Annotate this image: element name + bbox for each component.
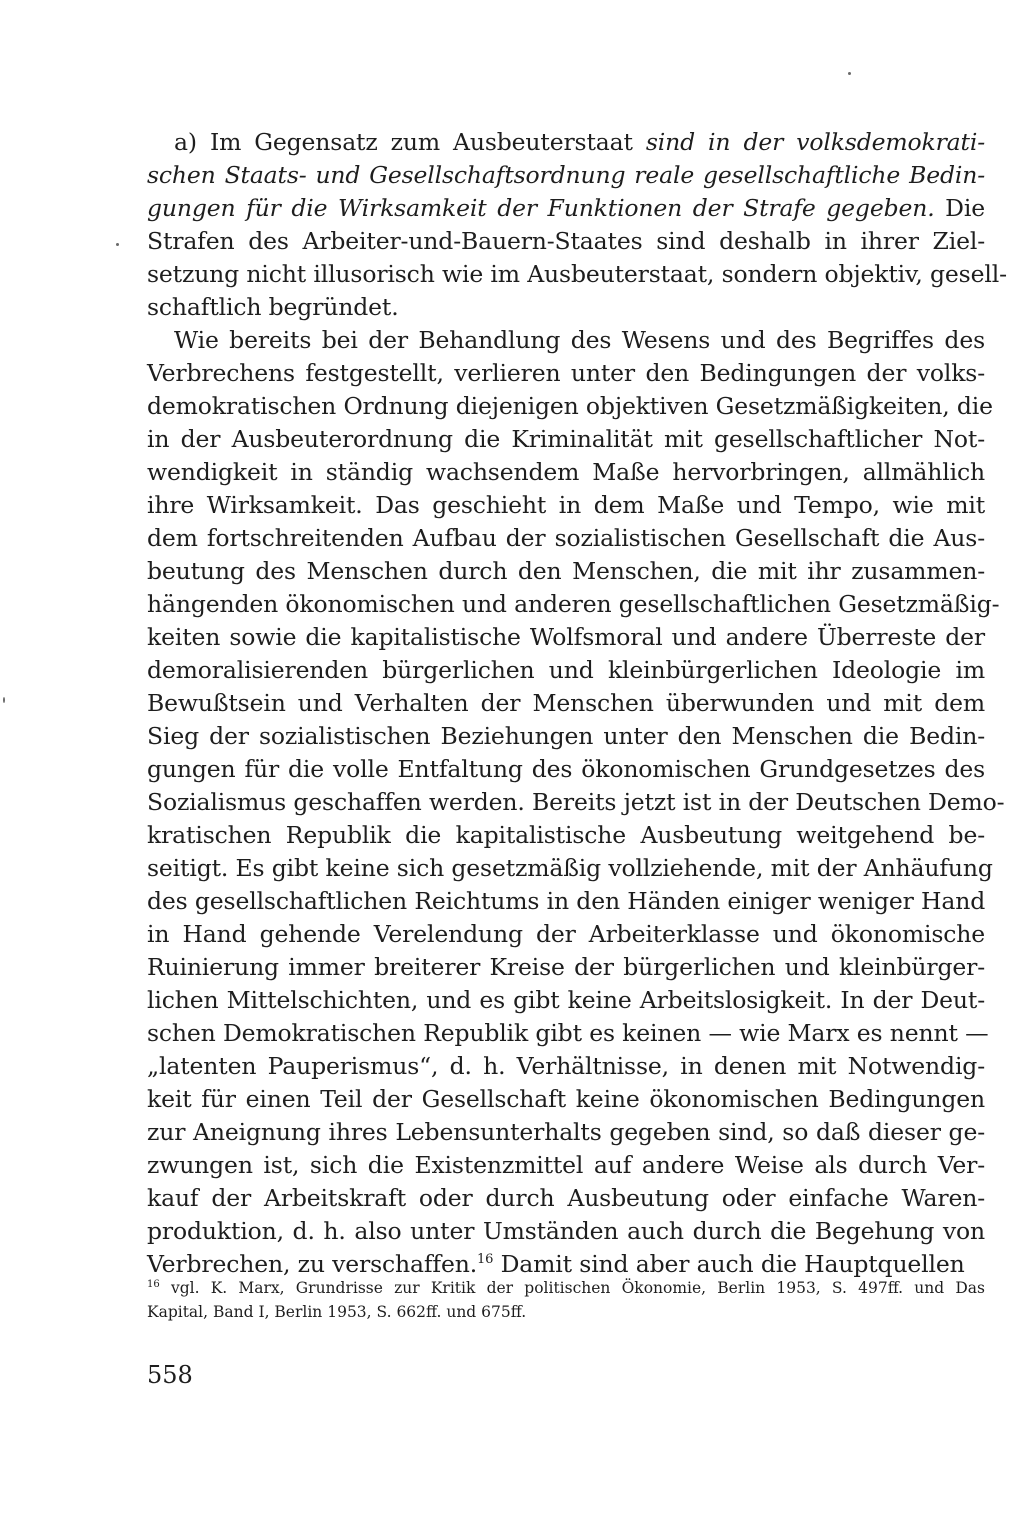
text-line	[147, 885, 985, 918]
text-segment: gungen für die volle Entfaltung des ökonomischen Grundgesetzes des	[147, 755, 985, 783]
print-speck	[3, 697, 5, 703]
text-segment: Verbrechens festgestellt, verlieren unter den Bedingungen der volks-	[147, 359, 985, 387]
text-line	[147, 687, 985, 720]
text-line	[147, 819, 985, 852]
text-segment: Sieg der sozialistischen Beziehungen unter den Menschen die Bedin-	[147, 722, 985, 750]
text-segment: ihre Wirksamkeit. Das geschieht in dem Maße und Tempo, wie mit	[147, 491, 985, 519]
text-segment: Bewußtsein und Verhalten der Menschen überwunden und mit dem	[147, 689, 985, 717]
text-line	[147, 654, 985, 687]
text-line	[147, 1149, 985, 1182]
text-segment: in der Ausbeuterordnung die Kriminalität mit gesellschaftlicher Not-	[147, 425, 985, 453]
text-line	[147, 786, 1005, 819]
text-line	[147, 588, 1000, 621]
text-segment: produktion, d. h. also unter Umständen auch durch die Begehung von	[147, 1217, 985, 1245]
text-line	[147, 918, 985, 951]
text-segment: dem fortschreitenden Aufbau der sozialistischen Gesellschaft die Aus-	[147, 524, 985, 552]
text-segment: schen Demokratischen Republik gibt es keinen — wie Marx es nennt —	[147, 1019, 989, 1047]
text-segment: in Hand gehende Verelendung der Arbeiterklasse und ökonomische	[147, 920, 985, 948]
text-segment: kratischen Republik die kapitalistische Ausbeutung weitgehend be-	[147, 821, 985, 849]
text-line	[147, 456, 985, 489]
text-line	[147, 621, 985, 654]
text-line	[147, 423, 985, 456]
text-segment: Verbrechen, zu verschaffen.	[147, 1250, 478, 1278]
text-segment: Ruinierung immer breiterer Kreise der bürgerlichen und kleinbürger-	[147, 953, 985, 981]
text-segment: Damit sind aber auch die Hauptquellen	[493, 1250, 965, 1278]
text-line	[147, 390, 993, 423]
text-line	[147, 192, 985, 225]
footnote-text-2: Kapital, Band I, Berlin 1953, S. 662ff. und 675ff.	[147, 1303, 527, 1321]
italic-text: gungen für die Wirksamkeit der Funktionen der Strafe gegeben.	[147, 194, 935, 222]
print-speck	[116, 243, 119, 246]
footnote-text-1: vgl. K. Marx, Grundrisse zur Kritik der politischen Ökonomie, Berlin 1953, S. 497ff. und Das	[170, 1279, 985, 1297]
text-line	[147, 1215, 985, 1248]
text-segment: des gesellschaftlichen Reichtums in den Händen einiger weniger Hand	[147, 887, 986, 915]
text-segment: keit für einen Teil der Gesellschaft keine ökonomischen Bedingungen	[147, 1085, 985, 1113]
text-line	[147, 984, 985, 1017]
text-line	[174, 126, 985, 159]
text-segment: setzung nicht illusorisch wie im Ausbeuterstaat, sondern objektiv, gesell-	[147, 260, 1007, 288]
text-segment: kauf der Arbeitskraft oder durch Ausbeutung oder einfache Waren-	[147, 1184, 985, 1212]
text-segment: seitigt. Es gibt keine sich gesetzmäßig vollziehende, mit der Anhäufung	[147, 854, 993, 882]
text-segment: zwungen ist, sich die Existenzmittel auf andere Weise als durch Ver-	[147, 1151, 985, 1179]
footnote-line-2	[147, 1300, 985, 1324]
text-line	[147, 1017, 989, 1050]
text-segment: Wie bereits bei der Behandlung des Wesens und des Begriffes des	[174, 326, 985, 354]
text-segment: beutung des Menschen durch den Menschen, die mit ihr zusammen-	[147, 557, 985, 585]
italic-text: schen Staats- und Gesellschaftsordnung reale gesellschaftliche Bedin-	[147, 161, 985, 189]
page-number: 558	[147, 1361, 193, 1389]
text-segment: demoralisierenden bürgerlichen und kleinbürgerlichen Ideologie im	[147, 656, 985, 684]
text-line	[147, 555, 985, 588]
text-line	[147, 159, 985, 192]
text-line	[147, 951, 985, 984]
text-segment: „latenten Pauperismus“, d. h. Verhältnisse, in denen mit Notwendig-	[147, 1052, 985, 1080]
text-segment: keiten sowie die kapitalistische Wolfsmoral und andere Überreste der	[147, 623, 985, 651]
text-line	[147, 522, 985, 555]
text-segment: wendigkeit in ständig wachsendem Maße hervorbringen, allmählich	[147, 458, 985, 486]
text-line	[147, 1116, 985, 1149]
text-line	[147, 1083, 985, 1116]
text-segment: demokratischen Ordnung diejenigen objektiven Gesetzmäßigkeiten, die	[147, 392, 993, 420]
text-line	[147, 753, 985, 786]
footnote-marker: 16	[147, 1279, 160, 1290]
text-line	[147, 852, 993, 885]
text-segment: Die	[934, 194, 985, 222]
text-line	[174, 324, 985, 357]
text-line	[147, 1050, 985, 1083]
text-line	[147, 291, 985, 324]
text-line	[147, 258, 1007, 291]
text-line	[147, 720, 985, 753]
text-line	[147, 225, 985, 258]
text-segment: hängenden ökonomischen und anderen gesellschaftlichen Gesetzmäßig-	[147, 590, 1000, 618]
text-line	[147, 489, 985, 522]
footnote-line-1	[147, 1276, 985, 1300]
footnote-reference: 16	[477, 1252, 494, 1267]
text-line	[147, 357, 985, 390]
text-segment: a) Im Gegensatz zum Ausbeuterstaat	[174, 128, 646, 156]
text-segment: schaftlich begründet.	[147, 293, 399, 321]
text-segment: Strafen des Arbeiter-und-Bauern-Staates sind deshalb in ihrer Ziel-	[147, 227, 985, 255]
text-segment: lichen Mittelschichten, und es gibt keine Arbeitslosigkeit. In der Deut-	[147, 986, 985, 1014]
text-segment: Sozialismus geschaffen werden. Bereits jetzt ist in der Deutschen Demo-	[147, 788, 1005, 816]
text-segment: zur Aneignung ihres Lebensunterhalts gegeben sind, so daß dieser ge-	[147, 1118, 985, 1146]
print-speck	[848, 72, 851, 75]
italic-text: sind in der volksdemokrati-	[645, 128, 985, 156]
text-line	[147, 1182, 985, 1215]
